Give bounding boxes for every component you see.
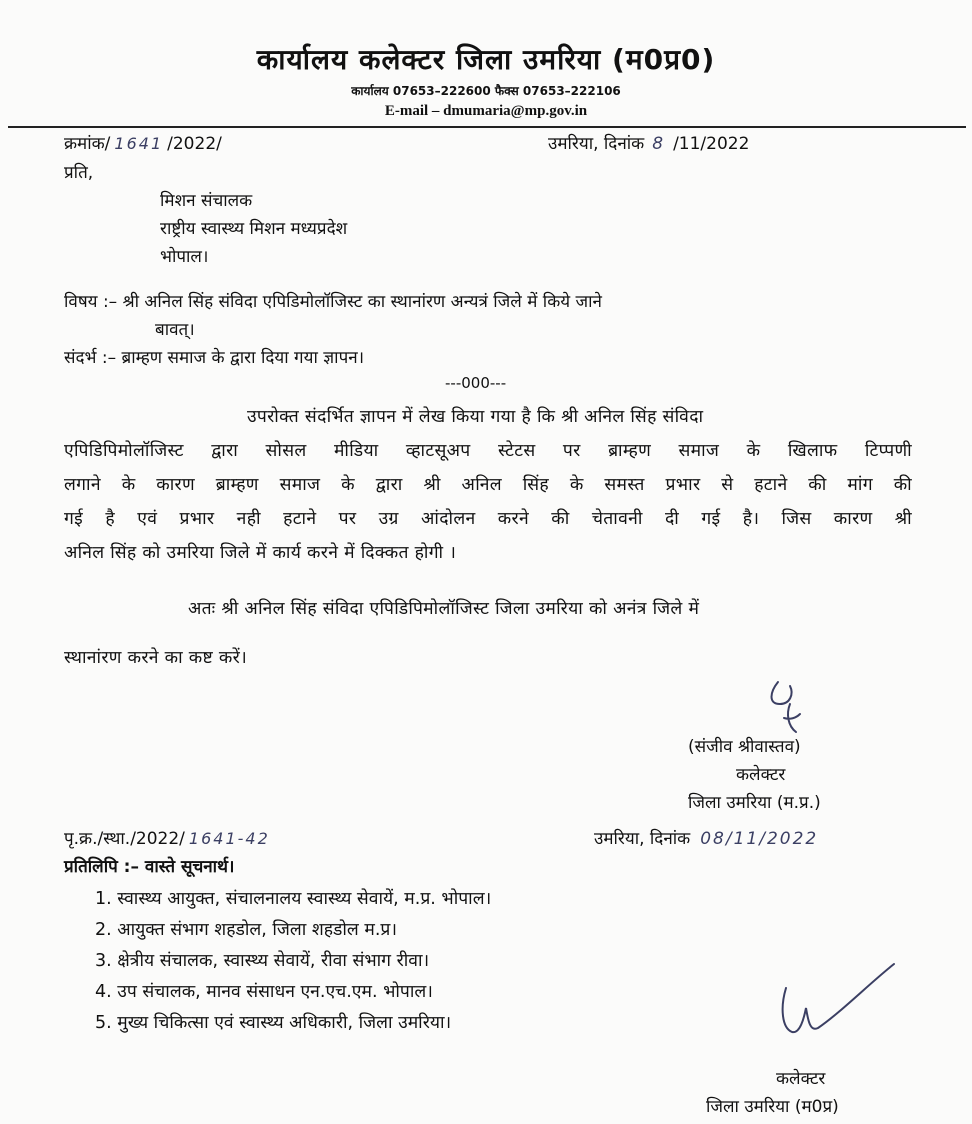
header-divider [8,126,966,128]
para1-line-2: एपिडिपिमोलॉजिस्ट द्वारा सोसल मीडिया व्हाटसूअप स्टेटस पर ब्राम्हण समाज के खिलाफ टिप्पणी [64,441,912,461]
office-title: कार्यालय कलेक्टर जिला उमरिया (म0प्र0) [256,43,716,76]
reference-number [64,131,222,154]
para2-line-2: स्थानांरण करने का कष्ट करें। [64,648,248,668]
reference-line: संदर्भ :– ब्राम्हण समाज के द्वारा दिया गया ज्ञापन। [64,348,365,368]
ref-number-handwritten: 1641 [114,134,164,153]
recipient-item-4: 4. उप संचालक, मानव संसाधन एन.एच.एम. भोपाल। [95,982,433,1002]
para2-line-1: अतः श्री अनिल सिंह संविदा एपिडिपिमोलॉजिस्ट जिला उमरिया को अनंत्र जिले में [188,599,700,619]
office-phone-fax: कार्यालय 07653–222600 फैक्स 07653–222106 [351,84,621,98]
recipient-item-2: 2. आयुक्त संभाग शहडोल, जिला शहडोल म.प्र। [95,920,397,940]
letter-date [548,131,749,154]
recipient-item-3: 3. क्षेत्रीय संचालक, स्वास्थ्य सेवायें, रीवा संभाग रीवा। [95,951,430,971]
endorsement-ref-handwritten: 1641-42 [188,829,270,848]
to-label: प्रति, [64,163,94,183]
signatory-name: (संजीव श्रीवास्तव) [688,737,801,757]
signature-mark-2 [770,958,900,1048]
subject-line-2: बावत्। [155,320,195,340]
office-email: E-mail – dmumaria@mp.gov.in [384,103,588,119]
date-prefix: उमरिया, दिनांक [548,134,645,154]
addressee-line-3: भोपाल। [160,247,209,267]
endorsement-reference [64,826,270,849]
para1-line-4: गई है एवं प्रभार नही हटाने पर उग्र आंदोलन करने की चेतावनी दी गई है। जिस कारण श्री [64,509,912,529]
ref-prefix: क्रमांक/ [64,134,111,154]
date-day-handwritten: 8 [652,134,666,154]
recipient-item-5: 5. मुख्य चिकित्सा एवं स्वास्थ्य अधिकारी, जिला उमरिया। [95,1013,452,1033]
para1-line-3: लगाने के कारण ब्राम्हण समाज के द्वारा श्री अनिल सिंह के समस्त प्रभार से हटाने की मांग की [64,475,912,495]
date-suffix: /11/2022 [673,134,750,154]
signatory2-district: जिला उमरिया (म0प्र) [706,1097,839,1117]
addressee-line-2: राष्ट्रीय स्वास्थ्य मिशन मध्यप्रदेश [160,219,348,239]
ref-suffix: /2022/ [167,134,222,154]
signatory2-designation: कलेक्टर [776,1069,826,1089]
endorsement-ref-prefix: पृ.क्र./स्था./2022/ [64,829,185,849]
recipient-item-1: 1. स्वास्थ्य आयुक्त, संचालनालय स्वास्थ्य सेवायें, म.प्र. भोपाल। [95,889,492,909]
para1-line-1: उपरोक्त संदर्भित ज्ञापन में लेख किया गया है कि श्री अनिल सिंह संविदा [247,407,704,427]
separator: ---000--- [445,374,507,392]
endorsement-date-prefix: उमरिया, दिनांक [594,829,691,849]
copy-to-label: प्रतिलिपि :– वास्ते सूचनार्थ। [64,857,235,877]
endorsement-date-handwritten: 08/11/2022 [700,829,819,849]
endorsement-date [594,826,818,849]
para1-line-5: अनिल सिंह को उमरिया जिले में कार्य करने में दिक्कत होगी । [64,543,457,563]
addressee-line-1: मिशन संचालक [160,191,253,211]
signatory-district: जिला उमरिया (म.प्र.) [688,793,821,813]
signatory-designation: कलेक्टर [736,765,786,785]
subject-line-1: विषय :– श्री अनिल सिंह संविदा एपिडिमोलॉजिस्ट का स्थानांरण अन्यत्रं जिले में किये जाने [64,292,602,312]
